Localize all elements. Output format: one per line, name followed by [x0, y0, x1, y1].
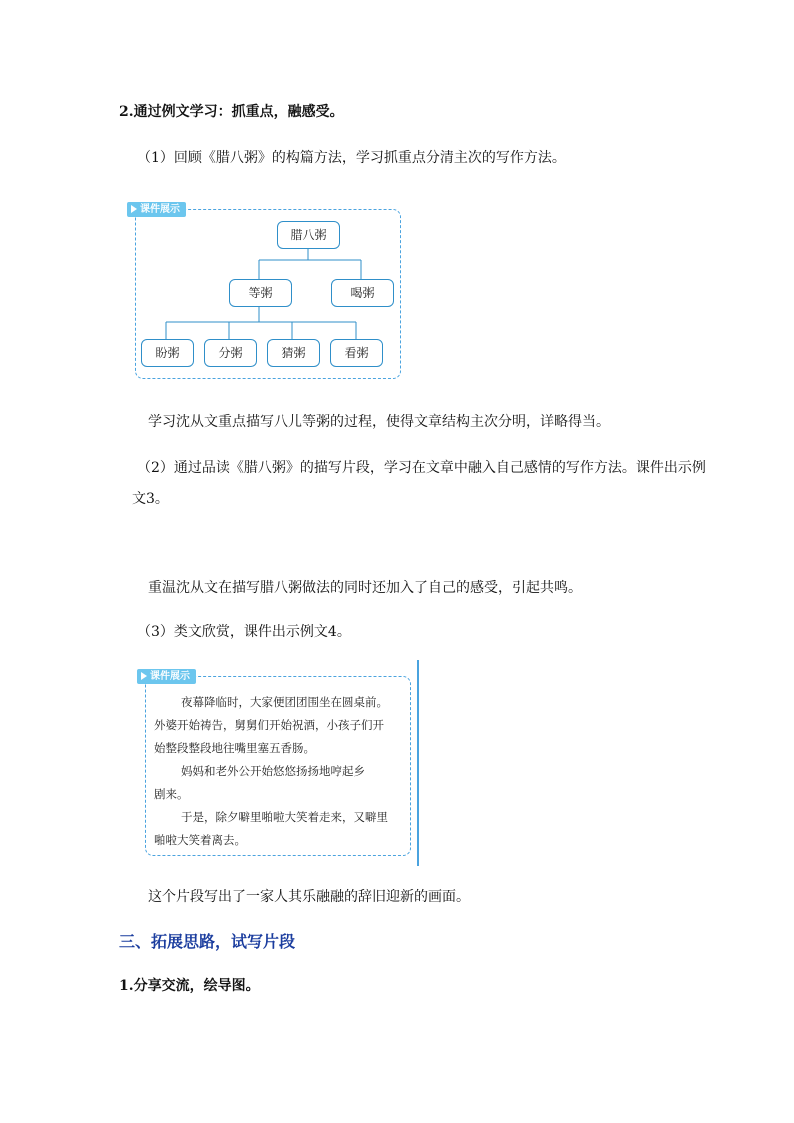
section3-heading: 三、拓展思路，试写片段 [119, 932, 296, 951]
tree-node-root: 腊八粥 [277, 221, 340, 249]
passage-line: 啪啦大笑着离去。 [154, 833, 246, 847]
passage-line: 剧来。 [154, 787, 189, 801]
item2-text-line2: 文3。 [132, 491, 169, 507]
item2-text-line1: （2）通过品读《腊八粥》的描写片段，学习在文章中融入自己感情的写作方法。课件出示例 [137, 460, 706, 476]
courseware-tag-label: 课件展示 [140, 204, 180, 215]
summary3-text: 这个片段写出了一家人其乐融融的辞旧迎新的画面。 [148, 889, 470, 905]
tree-node-fenzhou: 分粥 [204, 339, 257, 367]
tree-node-hezhou: 喝粥 [331, 279, 394, 307]
summary2-text: 重温沈从文在描写腊八粥做法的同时还加入了自己的感受，引起共鸣。 [148, 580, 582, 596]
tree-node-dengzhou: 等粥 [229, 279, 292, 307]
play-icon [141, 672, 147, 680]
share-item-text: 1.分享交流，绘导图。 [119, 978, 260, 994]
courseware-tag-label: 课件展示 [150, 671, 190, 682]
passage-line: 妈妈和老外公开始悠悠扬扬地哼起乡 [181, 764, 365, 778]
section2-heading: 2.通过例文学习：抓重点，融感受。 [119, 104, 344, 120]
passage-line: 外婆开始祷告，舅舅们开始祝酒，小孩子们开 [154, 718, 384, 732]
side-bar-decoration [417, 660, 419, 866]
passage-line: 夜幕降临时，大家便团团围坐在圆桌前。 [181, 695, 388, 709]
tree-node-panzhou: 盼粥 [141, 339, 194, 367]
tree-node-caizhou: 猜粥 [267, 339, 320, 367]
courseware-tag-2 [137, 669, 196, 684]
item3-text: （3）类文欣赏，课件出示例文4。 [137, 624, 351, 640]
tree-node-kanzhou: 看粥 [330, 339, 383, 367]
item1-text: （1）回顾《腊八粥》的构篇方法，学习抓重点分清主次的写作方法。 [137, 150, 566, 166]
passage-line: 于是，除夕噼里啪啦大笑着走来，又噼里 [181, 810, 388, 824]
summary1-text: 学习沈从文重点描写八儿等粥的过程，使得文章结构主次分明，详略得当。 [148, 414, 610, 430]
passage-line: 始整段整段地往嘴里塞五香肠。 [154, 741, 315, 755]
passage-text [154, 691, 404, 852]
